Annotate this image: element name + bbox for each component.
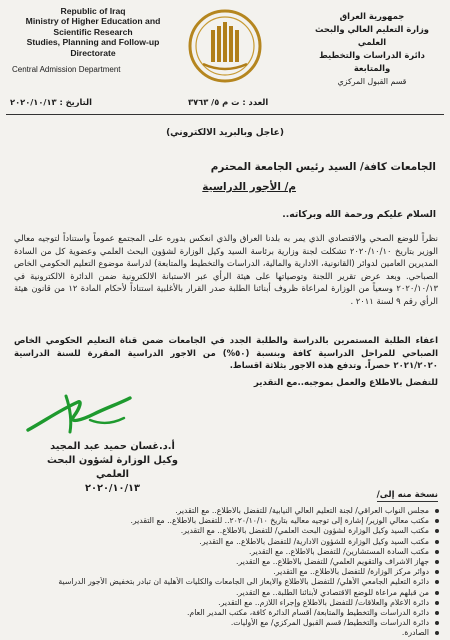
header-ar-line1: جمهورية العراق bbox=[339, 11, 405, 21]
subject-line: م/ الأجور الدراسية bbox=[202, 181, 296, 193]
body-paragraph-1: نظراً للوضع الصحي والاقتصادي الذي يمر به بلدنا العراق والذي انعكس بدوره على المجتمع عموماً واستناداً لتوجيه معالي الوزير بتاريخ ٢٠٢٠/١٠/١٠ تشكلت لجنة وزارية برئاسة السيد وكيل الوزارة لشؤون البحث العلمي وعضوية كل من السادة المديرين العامين لدوائر (القانونية، الادارية والمالية، الدراسات والتخطيط والمتابعة) لدراسة موضوع التعليم الحكومي الخاص الصباحي. وبعد عرض تقرير اللجنة وتوصياتها على هيئة الرأي عبر الاستبانة الالكترونية ضمن الدائرة الالكترونية في ٢٠٢٠/١٠/١٣ وسعياً من الوزارة لمراعاة ظروف أبنائنا الطلبة صدر القرار بالأغلبية استناداً لأحكام المادة ١٢ من قانون هيئة الرأي رقم ٩ لسنة ٢٠١١ . bbox=[14, 233, 439, 306]
header-arabic bbox=[302, 10, 442, 88]
header-ar-line3: دائرة الدراسات والتخطيط والمتابعة bbox=[319, 50, 425, 73]
header-en-line2: Ministry of Higher Education and bbox=[25, 16, 161, 27]
closing-line: للتفضل بالاطلاع والعمل بموجبه..مع التقدير bbox=[253, 378, 438, 388]
list-item: مكتب السادة المستشارين/ للتفضل بالاطلاع.. مع التقدير. bbox=[20, 547, 440, 557]
addressee: الجامعات كافة/ السيد رئيس الجامعة المحترم bbox=[210, 161, 436, 173]
header-english bbox=[8, 6, 178, 75]
copies-heading: نسخة منه إلى/ bbox=[376, 490, 438, 500]
header-en-line1: Republic of Iraq bbox=[60, 6, 126, 16]
signer-date: ٢٠٢٠/١٠/١٣ bbox=[85, 483, 140, 494]
signature-block bbox=[30, 440, 195, 496]
header-ar-line2: وزارة التعليم العالي والبحث العلمي bbox=[314, 24, 430, 47]
list-item: جهاز الاشراف والتقويم العلمي/ للتفضل بالاطلاع.. مع التقدير. bbox=[20, 557, 440, 567]
list-item: مكتب السيد وكيل الوزارة للشؤون الادارية/ للتفضل بالاطلاع.. مع التقدير. bbox=[20, 537, 440, 547]
list-item: دائرة الاعلام والعلاقات/ للتفضل بالاطلاع وإجراء اللازم.. مع التقدير. bbox=[20, 598, 440, 608]
list-item: الصادرة. bbox=[20, 628, 440, 638]
header-en-department: Central Admission Department bbox=[12, 65, 121, 75]
list-item: مكتب معالي الوزير/ إشارة إلى توجيه معاليه بتاريخ ٢٠٢٠/١٠/١٠.. للتفضل بالاطلاع.. مع التقدير. bbox=[20, 516, 440, 526]
urgent-note: (عاجل وبالبريد الالكتروني) bbox=[166, 128, 284, 138]
list-item: مكتب السيد وكيل الوزارة لشؤون البحث العلمي/ للتفضل بالاطلاع.. مع التقدير. bbox=[20, 526, 440, 536]
greeting: السلام عليكم ورحمة الله وبركاته.. bbox=[282, 209, 436, 220]
header-en-line4: Studies, Planning and Follow-up bbox=[26, 37, 160, 48]
header-en-line5: Directorate bbox=[70, 47, 116, 58]
signer-name: أ.د.غسان حميد عبد المجيد bbox=[50, 441, 175, 452]
list-item: دائرة الدراسات والتخطيط والمتابعة/ أقسام الدائرة كافة، مكتب المدير العام. bbox=[20, 608, 440, 618]
reference-line bbox=[0, 97, 450, 111]
signer-title: وكيل الوزارة لشؤون البحث العلمي bbox=[46, 455, 179, 480]
list-item: دوائر مركز الوزارة/ للتفضل بالاطلاع.. مع التقدير. bbox=[20, 567, 440, 577]
header-divider bbox=[6, 114, 444, 115]
list-item: دائرة الدراسات والتخطيط/ قسم القبول المركزي/ مع الأوليات. bbox=[20, 618, 440, 628]
header-ar-line4: قسم القبول المركزي bbox=[337, 77, 407, 86]
ministry-logo bbox=[187, 8, 263, 84]
list-item: من قبلهم مراعاة للوضع الاقتصادي لأبنائنا الطلبة.. مع التقدير. bbox=[20, 588, 440, 598]
reference-number: العدد : ت م ٥/ ٣٧٦٣ bbox=[188, 97, 269, 107]
body-paragraph-2: اعفاء الطلبة المستمرين بالدراسة والطلبة الجدد في الجامعات ضمن قناة التعليم الحكومي الخاص الصباحي للمراحل الدراسية كافة وبنسبة (٥٠%) من الاجور الدراسية المقررة للسنة الدراسية ٢٠٢١/٢٠٢٠ حصراً. وتدفع هذه الاجور بثلاثة اقساط. bbox=[14, 336, 439, 372]
copies-list bbox=[20, 506, 440, 639]
list-item: دائرة التعليم الجامعي الأهلي/ للتفضل بالاطلاع والايعاز الى الجامعات والكليات الأهلية ان تبادر بتخفيض الأجور الدراسية bbox=[20, 577, 440, 587]
list-item: مجلس النواب العراقي/ لجنة التعليم العالي النيابية/ للتفضل بالاطلاع.. مع التقدير. bbox=[20, 506, 440, 516]
signature-graphic bbox=[20, 390, 160, 442]
header-en-line3: Scientific Research bbox=[53, 26, 133, 37]
reference-date: التاريخ : ٢٠٢٠/١٠/١٣ bbox=[10, 97, 93, 107]
